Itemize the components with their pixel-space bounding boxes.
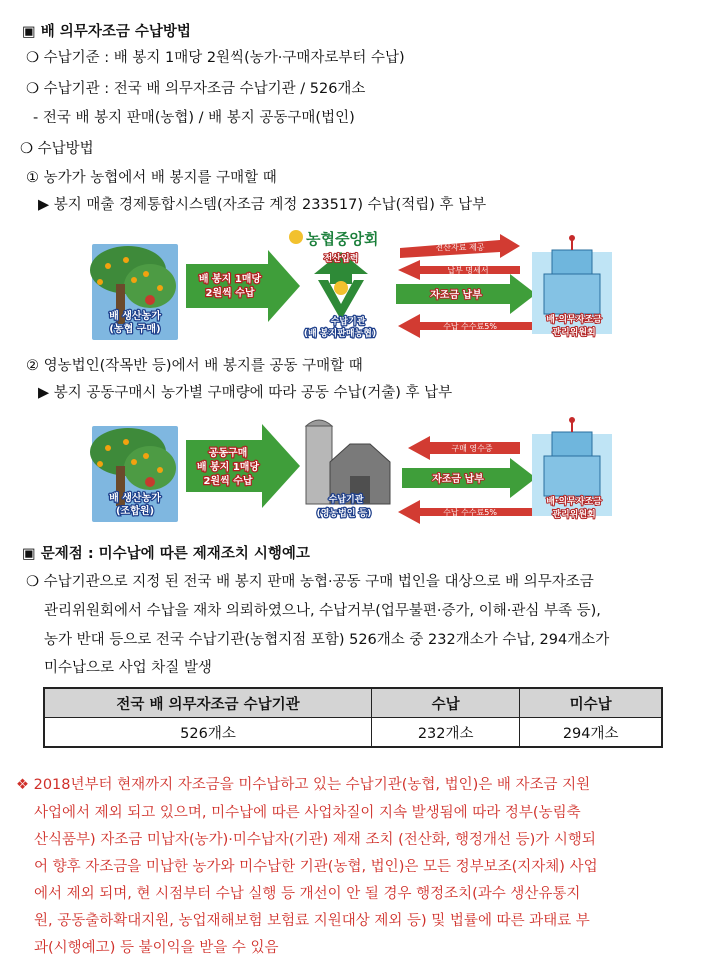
center-sub-label-2: (영농법인 등)	[316, 509, 372, 519]
committee-label-2: 배·의무자조금	[546, 497, 602, 507]
notice-line-5: 에서 제외 되며, 현 시점부터 수납 실행 등 개선이 안 될 경우 행정조치(과수 생산유통지	[34, 886, 581, 902]
table-header-row	[44, 688, 662, 718]
committee-sub-label-2: 관리위원회	[552, 510, 596, 520]
notice-line-4: 어 향후 자조금을 미납한 농가와 미수납한 기관(농협, 법인)은 모든 정부보조(지자체) 사업	[34, 859, 598, 875]
table-cell: 526개소	[44, 718, 372, 748]
method-line: ❍ 수납방법	[20, 141, 94, 157]
table-cell: 232개소	[372, 718, 520, 748]
table-header: 전국 배 의무자조금 수납기관	[44, 688, 372, 718]
arrow-data-label-1: 전산자료 제공	[435, 243, 485, 252]
flow-diagram-2	[0, 412, 720, 537]
arrow-in-label-1b: 2원씩 수납	[205, 288, 255, 299]
arrow-fee-label-2: 수납 수수료5%	[443, 508, 497, 517]
arrow-bill-label-1: 납부 명세서	[447, 266, 489, 275]
nonghyup-logo-text: 농협중앙회	[306, 230, 379, 248]
institution-line: ❍ 수납기관 : 전국 배 의무자조금 수납기관 / 526개소	[26, 81, 366, 97]
table-header: 미수납	[520, 688, 662, 718]
notice-line-6: 원, 공동출하확대지원, 농업재해보험 보험료 지원대상 제외 등) 및 법률에 따른 과태료 부	[34, 913, 590, 929]
problem-line-4: 미수납으로 사업 차질 발생	[44, 660, 212, 676]
farmer-label-2: 배 생산농가	[109, 493, 161, 504]
farmer-sub-label-1: (농협 구매)	[109, 324, 161, 335]
notice-line-3: 산식품부) 자조금 미납자(농가)·미수납자(기관) 제재 조치 (전산화, 행정개선 등)가 시행되	[34, 832, 596, 848]
arrow-in-label-2c: 2원씩 수납	[203, 476, 253, 487]
case2-line: ② 영농법인(작목반 등)에서 배 봉지를 공동 구매할 때	[26, 358, 363, 374]
case2-detail-line: ▶ 봉지 공동구매시 농가별 구매량에 따라 공동 수납(거출) 후 납부	[38, 385, 453, 401]
problem-line-1: ❍ 수납기관으로 지정 된 전국 배 봉지 판매 농협·공동 구매 법인을 대상으로 배 의무자조금	[26, 574, 594, 590]
collection-table	[43, 687, 663, 748]
standard-line: ❍ 수납기준 : 배 봉지 1매당 2원씩(농가·구매자로부터 수납)	[26, 50, 405, 66]
notice-line-1: ❖ 2018년부터 현재까지 자조금을 미수납하고 있는 수납기관(농협, 법인)은 배 자조금 지원	[16, 777, 591, 793]
arrow-pay-label-2: 자조금 납부	[432, 474, 484, 485]
case1-line: ① 농가가 농협에서 배 봉지를 구매할 때	[26, 170, 277, 186]
section-title-method: ▣ 배 의무자조금 수납방법	[22, 24, 191, 40]
up-label-1: 전산입력	[323, 254, 359, 264]
nonghyup-logo-icon	[289, 230, 303, 244]
arrow-receipt-label-2: 구매 영수증	[451, 444, 493, 453]
committee-sub-label-1: 관리위원회	[552, 328, 596, 338]
center-label-1: 수납기관	[330, 317, 366, 327]
case1-detail-line: ▶ 봉지 매출 경제통합시스템(자조금 계정 233517) 수납(적립) 후 납부	[38, 197, 487, 213]
committee-label-1: 배·의무자조금	[546, 315, 602, 325]
center-label-2: 수납기관	[328, 495, 364, 505]
section-title-problem: ▣ 문제점 : 미수납에 따른 제재조치 시행예고	[22, 546, 310, 562]
arrow-pay-label-1: 자조금 납부	[430, 290, 482, 301]
center-sub-label-1: (배 봉지판매농협)	[303, 329, 377, 339]
farmer-label-1: 배 생산농가	[109, 311, 161, 322]
arrow-in-label-1a: 배 봉지 1매당	[198, 274, 262, 285]
table-header: 수납	[372, 688, 520, 718]
arrow-in-label-2b: 배 봉지 1매당	[196, 462, 260, 473]
arrow-in-1	[186, 250, 300, 322]
farmer-sub-label-2: (조합원)	[115, 506, 155, 517]
table-row	[44, 718, 662, 748]
problem-line-2: 관리위원회에서 수납을 재차 의뢰하였으나, 수납거부(업무불편·증가, 이해·관심 부족 등),	[44, 603, 601, 619]
problem-line-3: 농가 반대 등으로 전국 수납기관(농협지점 포함) 526개소 중 232개소가 수납, 294개소가	[44, 632, 610, 648]
institution-detail-line: - 전국 배 봉지 판매(농협) / 배 봉지 공동구매(법인)	[33, 110, 355, 126]
barn-icon	[306, 420, 390, 504]
arrow-fee-label-1: 수납 수수료5%	[443, 322, 497, 331]
arrow-in-label-2a: 공동구매	[208, 448, 248, 459]
table-cell: 294개소	[520, 718, 662, 748]
notice-line-2: 사업에서 제외 되고 있으며, 미수납에 따른 사업차질이 지속 발생됨에 따라 정부(농림축	[34, 805, 581, 821]
flow-diagram-1	[0, 222, 720, 347]
notice-line-7: 과(시행예고) 등 불이익을 받을 수 있음	[34, 940, 279, 956]
nonghyup-emblem-icon	[318, 280, 364, 320]
